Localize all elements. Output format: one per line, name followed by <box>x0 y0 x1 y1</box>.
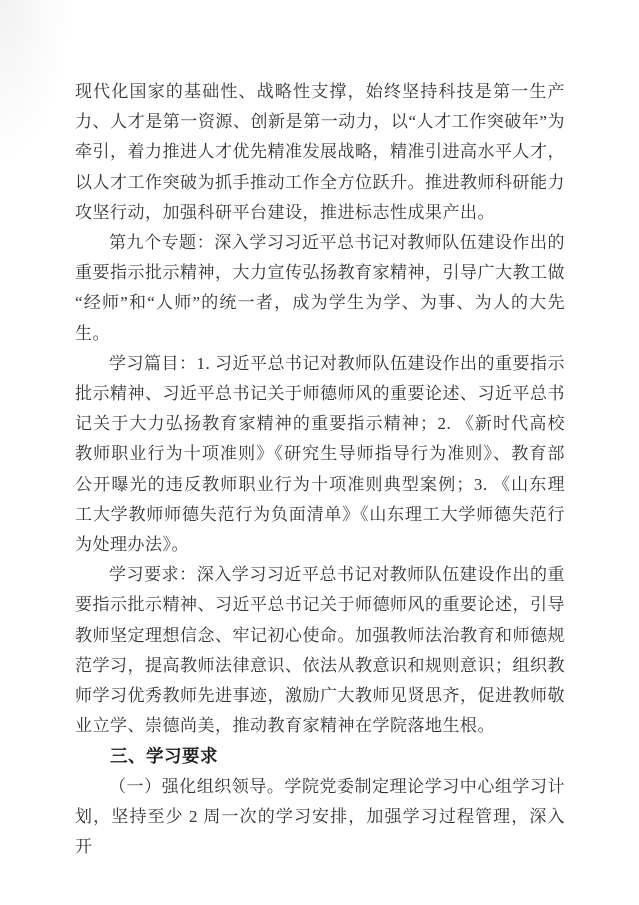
paragraph-study-materials: 学习篇目：1. 习近平总书记对教师队伍建设作出的重要指示批示精神、习近平总书记关于师德师风的重要论述、习近平总书记关于大力弘扬教育家精神的重要指示精神；2. 《新时代高校教师职业行为十项准则》《研究生导师指导行为准则》、教育部公开曝光的违反教师职业行为十项准则典型案例；3. 《山东理工大学教师师德失范行为负面清单》《山东理工大学师德失范行为处理办法》。 <box>75 353 565 555</box>
paragraph-study-requirements-detail: 学习要求：深入学习习近平总书记对教师队伍建设作出的重要指示批示精神、习近平总书记关于师德师风的重要论述，引导教师坚定理想信念、牢记初心使命。加强教师法治教育和师德规范学习，提高教师法律意识、依法从教意识和规则意识；组织教师学习优秀教师先进事迹，激励广大教师见贤思齐，促进教师敬业立学、崇德尚美，推动教育家精神在学院落地生根。 <box>75 565 565 736</box>
paragraph-topic-nine: 第九个专题：深入学习习近平总书记对教师队伍建设作出的重要指示批示精神，大力宣传弘扬教育家精神，引导广大教工做“经师”和“人师”的统一者，成为学生为学、为事、为人的大先生。 <box>75 233 565 343</box>
document-text-block <box>75 77 565 862</box>
paragraph-organizational-leadership: （一）强化组织领导。学院党委制定理论学习中心组学习计划，坚持至少 2 周一次的学习安排，加强学习过程管理，深入开 <box>75 776 565 857</box>
section-heading-study-requirements: 三、学习要求 <box>110 746 218 767</box>
paragraph-continuation: 现代化国家的基础性、战略性支撑，始终坚持科技是第一生产力、人才是第一资源、创新是第一动力，以“人才工作突破年”为牵引，着力推进人才优先精准发展战略，精准引进高水平人才，以人才工作突破为抓手推动工作全方位跃升。推进教师科研能力攻坚行动，加强科研平台建设，推进标志性成果产出。 <box>75 82 565 222</box>
